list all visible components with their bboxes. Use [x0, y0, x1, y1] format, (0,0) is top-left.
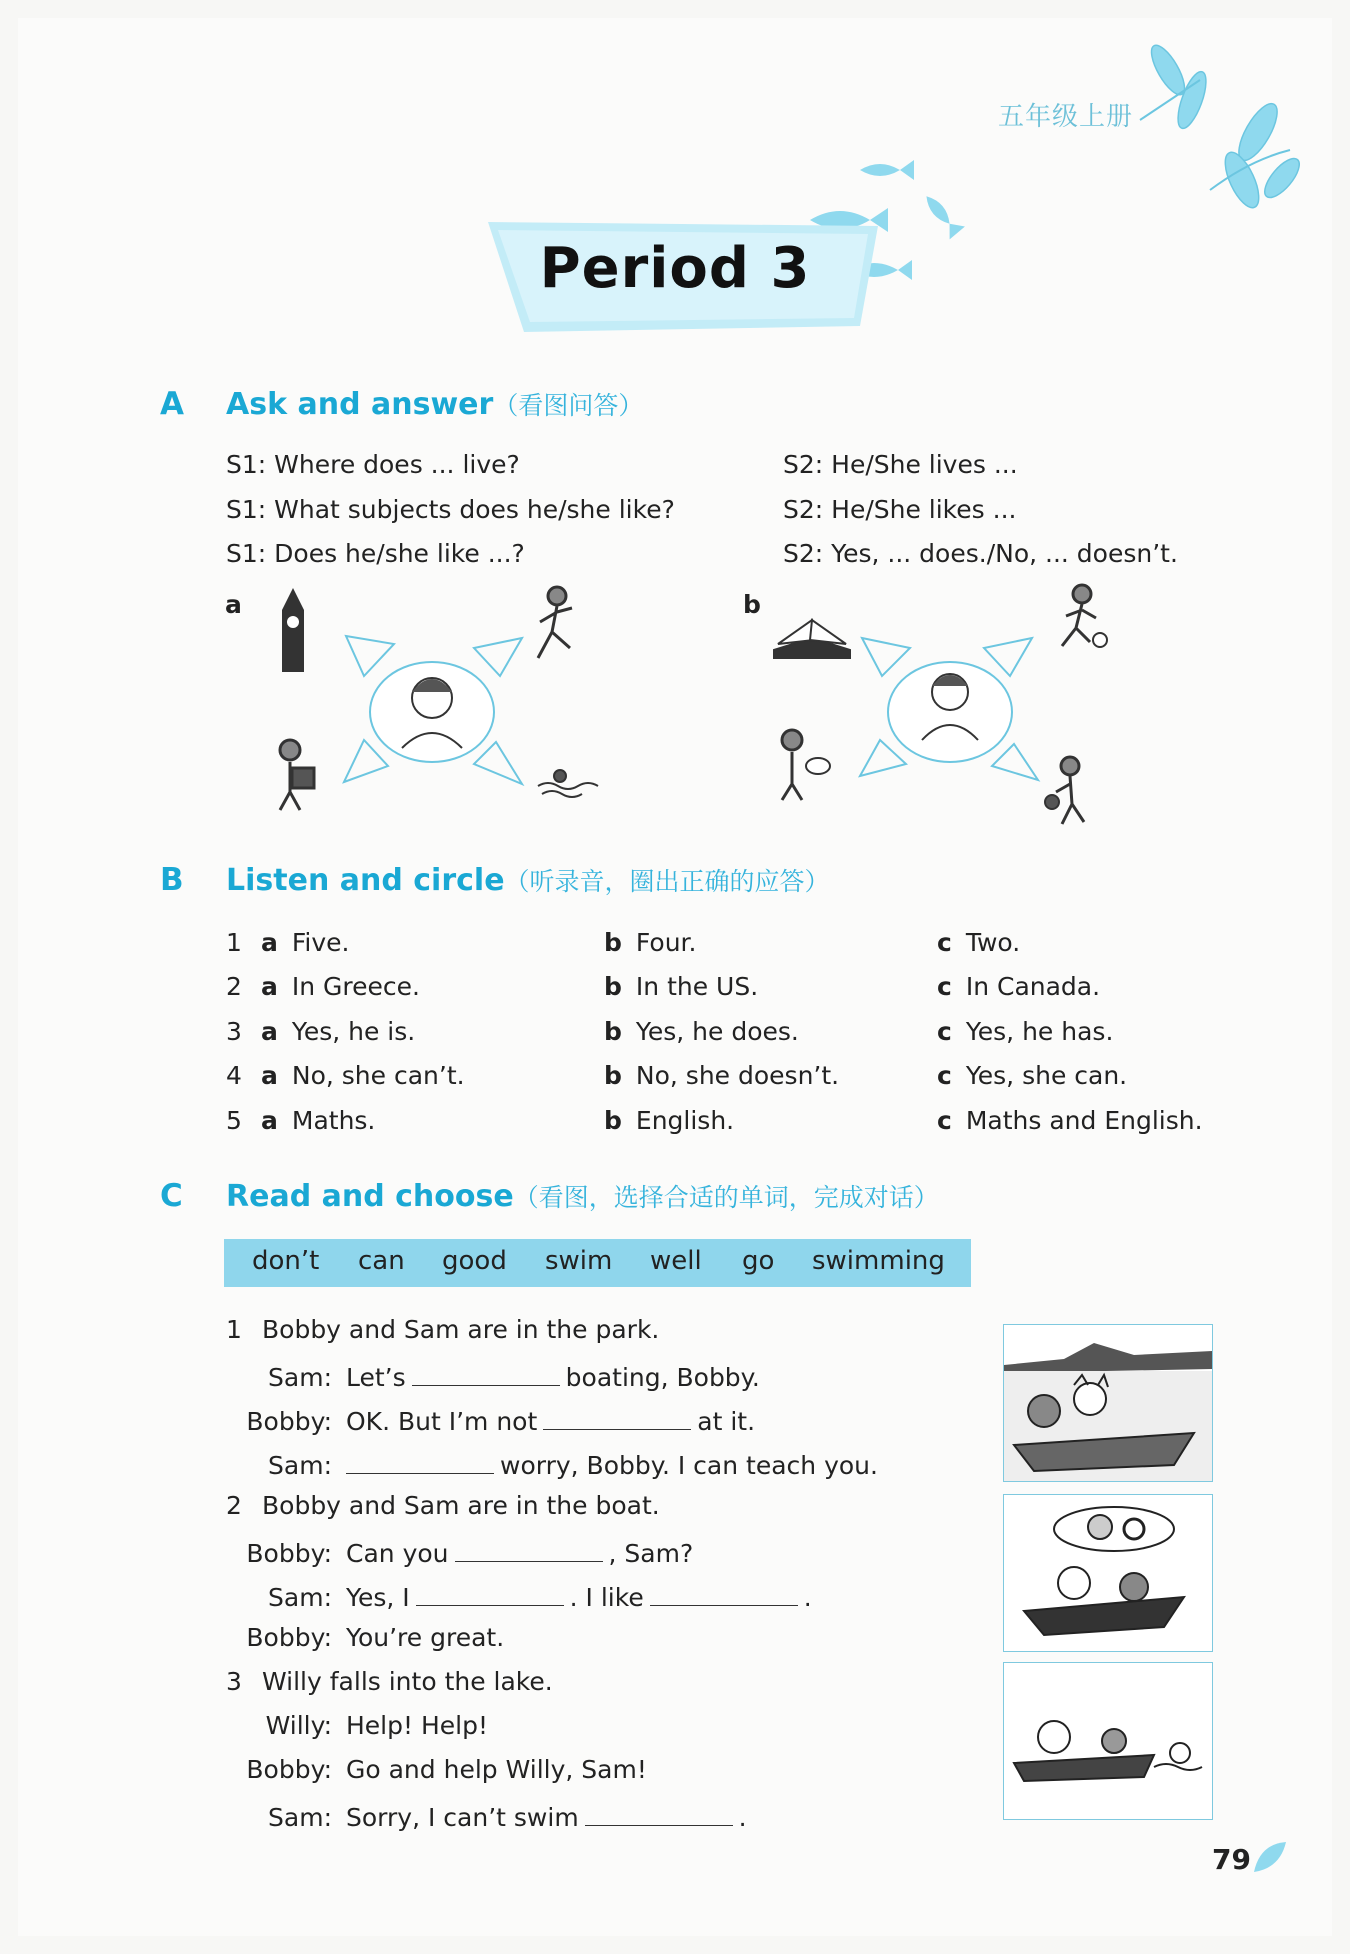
section-b-letter: B — [160, 862, 184, 898]
option-letter: c — [937, 1017, 952, 1046]
word-bank-item: good — [442, 1246, 507, 1276]
picture-label-b: b — [743, 590, 761, 619]
section-c-letter: C — [160, 1178, 183, 1214]
line-after: boating, Bobby. — [565, 1363, 760, 1392]
question-2: S1: What subjects does he/she like? — [226, 495, 675, 524]
dialogue-line — [226, 1403, 755, 1436]
lake-rescue-picture — [1003, 1662, 1213, 1820]
scene-2 — [226, 1491, 660, 1520]
option-letter: c — [937, 1061, 952, 1090]
dragonfly-illustration — [1130, 40, 1300, 230]
word-bank-item: can — [358, 1246, 405, 1276]
option-text: Four. — [635, 928, 697, 957]
dialogue-line — [226, 1623, 504, 1652]
section-b-title — [226, 862, 830, 898]
line-before: OK. But I’m not — [346, 1407, 538, 1436]
line-after: at it. — [697, 1407, 756, 1436]
option-text: No, she doesn’t. — [635, 1061, 840, 1090]
answer-1: S2: He/She lives ... — [783, 450, 1018, 479]
dialogue-line — [226, 1755, 647, 1784]
speaker: Bobby: — [246, 1755, 332, 1784]
line-text: You’re great. — [346, 1623, 505, 1652]
item-number: 3 — [226, 1017, 242, 1046]
item-number: 5 — [226, 1106, 242, 1135]
line-before: Yes, I — [346, 1583, 410, 1612]
option-letter: b — [604, 972, 622, 1001]
option-text: Yes, she can. — [965, 1061, 1128, 1090]
option-b[interactable] — [604, 928, 696, 957]
line-before: Sorry, I can’t swim — [346, 1803, 579, 1832]
scene-text: Bobby and Sam are in the park. — [262, 1315, 660, 1344]
picture-b-illustration — [770, 580, 1130, 840]
option-c[interactable] — [937, 972, 1100, 1001]
scene-text: Bobby and Sam are in the boat. — [262, 1491, 660, 1520]
option-text: English. — [635, 1106, 735, 1135]
scene-text: Willy falls into the lake. — [262, 1667, 553, 1696]
option-a[interactable] — [261, 1017, 415, 1046]
option-letter: a — [261, 1017, 278, 1046]
big-ben-icon — [282, 588, 304, 672]
option-letter: a — [261, 972, 278, 1001]
line-before: Can you — [346, 1539, 449, 1568]
option-b[interactable] — [604, 1017, 799, 1046]
answer-2: S2: He/She likes ... — [783, 495, 1017, 524]
option-letter: b — [604, 1017, 622, 1046]
item-number: 1 — [226, 1315, 242, 1344]
page-title: Period 3 — [539, 236, 811, 301]
option-letter: b — [604, 1106, 622, 1135]
option-letter: a — [261, 1106, 278, 1135]
option-b[interactable] — [604, 1061, 839, 1090]
speaker: Bobby: — [246, 1407, 332, 1436]
option-letter: c — [937, 972, 952, 1001]
section-c-title-cn: （看图，选择合适的单词，完成对话） — [513, 1183, 939, 1212]
section-c-title-en: Read and choose — [226, 1179, 514, 1214]
speaker: Willy: — [265, 1711, 332, 1740]
option-b[interactable] — [604, 972, 758, 1001]
dialogue-line — [226, 1447, 878, 1480]
answer-blank[interactable] — [412, 1359, 560, 1386]
option-a[interactable] — [261, 1106, 375, 1135]
speaker: Sam: — [268, 1583, 332, 1612]
option-b[interactable] — [604, 1106, 734, 1135]
word-bank-item: swimming — [812, 1246, 945, 1276]
speaker: Sam: — [268, 1803, 332, 1832]
line-text: Go and help Willy, Sam! — [346, 1755, 647, 1784]
section-a-title — [226, 386, 643, 422]
line-after: worry, Bobby. I can teach you. — [500, 1451, 878, 1480]
section-a-letter: A — [160, 386, 184, 422]
speaker: Bobby: — [246, 1539, 332, 1568]
answer-blank[interactable] — [543, 1403, 691, 1430]
option-text: In Canada. — [965, 972, 1101, 1001]
dialogue-line — [226, 1799, 747, 1832]
item-number: 4 — [226, 1061, 242, 1090]
answer-blank[interactable] — [455, 1535, 603, 1562]
answer-blank[interactable] — [650, 1579, 798, 1606]
option-text: Yes, he does. — [635, 1017, 799, 1046]
lake-rescue-illustration — [1004, 1663, 1212, 1819]
option-c[interactable] — [937, 1017, 1113, 1046]
option-c[interactable] — [937, 928, 1020, 957]
line-after: . — [738, 1803, 747, 1832]
option-text: No, she can’t. — [291, 1061, 465, 1090]
section-a-title-cn: （看图问答） — [493, 391, 644, 420]
boating-picture — [1003, 1324, 1213, 1482]
boat-dream-picture — [1003, 1494, 1213, 1652]
speaker: Bobby: — [246, 1623, 332, 1652]
option-text: Yes, he is. — [291, 1017, 416, 1046]
question-1: S1: Where does ... live? — [226, 450, 520, 479]
option-text: Maths and English. — [965, 1106, 1203, 1135]
option-letter: b — [604, 1061, 622, 1090]
option-text: Two. — [965, 928, 1021, 957]
option-c[interactable] — [937, 1106, 1203, 1135]
answer-blank[interactable] — [416, 1579, 564, 1606]
option-letter: c — [937, 928, 952, 957]
item-number: 3 — [226, 1667, 242, 1696]
dialogue-line — [226, 1711, 488, 1740]
leaf-icon — [1250, 1838, 1290, 1878]
speaker: Sam: — [268, 1451, 332, 1480]
word-bank-item: go — [742, 1246, 775, 1276]
option-a[interactable] — [261, 928, 350, 957]
option-letter: a — [261, 928, 278, 957]
speaker: Sam: — [268, 1363, 332, 1392]
section-a-title-en: Ask and answer — [226, 387, 494, 422]
dialogue-line — [226, 1535, 693, 1568]
option-letter: b — [604, 928, 622, 957]
picture-a-illustration — [260, 580, 620, 840]
scene-3 — [226, 1667, 553, 1696]
section-b-title-en: Listen and circle — [226, 863, 505, 898]
books-icon — [774, 620, 850, 658]
scene-1 — [226, 1315, 659, 1344]
word-bank-item: don’t — [252, 1246, 320, 1276]
item-number: 2 — [226, 972, 242, 1001]
item-number: 1 — [226, 928, 242, 957]
boat-park-illustration — [1004, 1325, 1212, 1481]
answer-blank[interactable] — [346, 1447, 494, 1474]
option-a[interactable] — [261, 1061, 465, 1090]
option-text: In the US. — [635, 972, 759, 1001]
line-after: . — [803, 1583, 812, 1612]
option-text: Five. — [291, 928, 350, 957]
item-number: 2 — [226, 1491, 242, 1520]
word-bank-item: well — [650, 1246, 702, 1276]
section-c-title — [226, 1178, 939, 1214]
option-letter: a — [261, 1061, 278, 1090]
grade-label: 五年级上册 — [998, 102, 1134, 132]
line-middle: . I like — [569, 1583, 644, 1612]
line-after: , Sam? — [608, 1539, 694, 1568]
dialogue-line — [226, 1579, 812, 1612]
answer-3: S2: Yes, ... does./No, ... doesn’t. — [783, 539, 1178, 568]
section-b-title-cn: （听录音，圈出正确的应答） — [504, 867, 830, 896]
option-letter: c — [937, 1106, 952, 1135]
dialogue-line — [226, 1359, 760, 1392]
line-text: Help! Help! — [346, 1711, 488, 1740]
answer-blank[interactable] — [585, 1799, 733, 1826]
question-3: S1: Does he/she like ...? — [226, 539, 525, 568]
word-bank-item: swim — [545, 1246, 613, 1276]
option-text: In Greece. — [291, 972, 420, 1001]
option-a[interactable] — [261, 972, 420, 1001]
boat-dream-illustration — [1004, 1495, 1212, 1651]
line-before: Let’s — [346, 1363, 406, 1392]
picture-label-a: a — [225, 590, 242, 619]
page-number: 79 — [1212, 1843, 1251, 1876]
option-c[interactable] — [937, 1061, 1127, 1090]
option-text: Maths. — [291, 1106, 376, 1135]
option-text: Yes, he has. — [965, 1017, 1114, 1046]
